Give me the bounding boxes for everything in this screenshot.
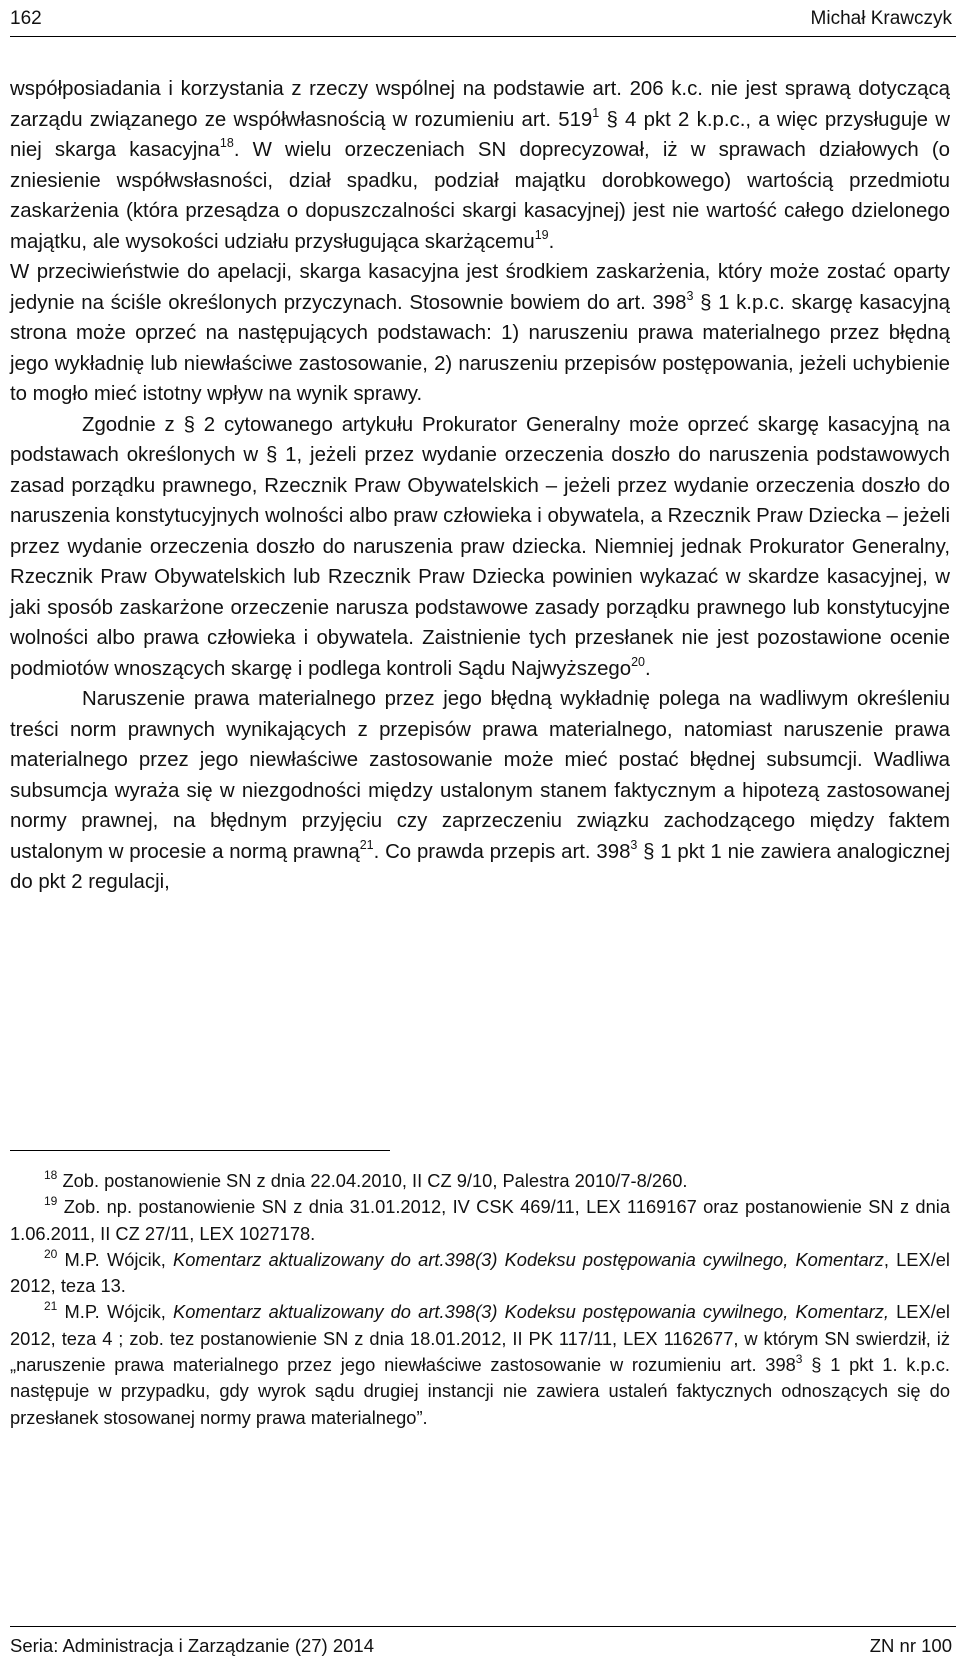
page-header [10,4,956,37]
paragraph-3: Zgodnie z § 2 cytowanego artykułu Prokurator Generalny może oprzeć skargę kasacyjną na podstawach określonych w § 1, jeżeli przez wydanie orzeczenia doszło do naruszenia podstawowych zasad porządku prawnego, Rzecznik Praw Obywatelskich – jeżeli przez wydanie orzeczenia doszło do naruszenia konstytucyjnych wolności albo praw człowieka i obywatela, a Rzecznik Praw Dziecka – jeżeli przez wydanie orzeczenia doszło do naruszenia praw dziecka. Niemniej jednak Prokurator Generalny, Rzecznik Praw Obywatelskich lub Rzecznik Praw Dziecka powinien wykazać w skardze kasacyjnej, w jaki sposób zaskarżone orzeczenie narusza podstawowe zasady porządku prawnego lub konstytucyjne wolności albo prawa człowieka i obywatela. Zaistnienie tych przesłanek nie jest pozostawione ocenie podmiotów wnoszących skargę i podlega kontroli Sądu Najwyższego$^{20}$. [10,413,950,680]
footnote-ref-19[interactable]: 19 [534,227,549,242]
paragraph-2: W przeciwieństwie do apelacji, skarga kasacyjna jest środkiem zaskarżenia, który może zostać oparty jedynie na ściśle określonych przyczynach. Stosownie bowiem do art. $398^3$ § 1 k.p.c. skargę kasacyjną strona może oprzeć na następujących podstawach: 1) naruszeniu prawa materialnego przez błędną jego wykładnię lub niewłaściwe zastosowanie, 2) naruszeniu przepisów postępowania, jeżeli uchybienie to mogło mieć istotny wpływ na wynik sprawy. [10,261,950,405]
footnotes [10,1168,950,1431]
journal-series: Seria: Administracja i Zarządzanie (27) 2014 [10,1635,375,1656]
superscript: 3 [686,288,694,303]
superscript: 3 [630,837,638,852]
footnote-number: 21 [44,1299,58,1314]
footnote-number: 18 [44,1167,58,1182]
citation-title: Komentarz aktualizowany do art.398(3) Kodeksu postępowania cywilnego, Komentarz [173,1248,884,1270]
superscript: 3 [795,1351,803,1366]
footnote-19: $^{19}$ Zob. np. postanowienie SN z dnia 31.01.2012, IV CSK 469/11, LEX 1169167 oraz postanowienie SN z dnia 1.06.2011, II CZ 27/11, LEX 1027178. [10,1194,950,1244]
journal-issue: ZN nr 100 [869,1635,952,1656]
citation-title: Komentarz aktualizowany do art.398(3) Kodeksu postępowania cywilnego, Komentarz, [173,1301,889,1323]
footnote-ref-20[interactable]: 20 [631,654,646,669]
footnote-separator [10,1150,390,1151]
footnote-21: $^{21}$ M.P. Wójcik, Komentarz aktualizowany do art.398(3) Kodeksu postępowania cywilnego, Komentarz, LEX/el 2012, teza 4 ; zob. tez postanowienie SN z dnia 18.01.2012, II PK 117/11, LEX 1162677, w którym SN swierdził, iż „naruszenie prawa materialnego przez jego niewłaściwe zastosowanie w rozumieniu art. $398^3$ § 1 pkt 1. k.p.c. następuje w przypadku, gdy wyrok sądu drugiej instancji nie zawiera ustaleń faktycznych odnoszących się do przesłanek stosowanej normy prawa materialnego”. [10,1299,950,1428]
footnote-number: 20 [44,1246,58,1261]
paragraph-1: współposiadania i korzystania z rzeczy wspólnej na podstawie art. 206 k.c. nie jest sprawą dotyczącą zarządu związanego ze współwłasnością w rozumieniu art. $519^1$ § 4 pkt 2 k.p.c., a więc przysługuje w niej skarga kasacyjna$^{18}$. W wielu orzeczeniach SN doprecyzował, iż w sprawach działowych (o zniesienie współwsłasności, dział spadku, podział majątku dorobkowego) wartością przedmiotu zaskarżenia (która przesądza o dopuszczalności skargi kasacyjnej) jest nie wartość całego dzielonego majątku, ale wysokości udziału przysługująca skarżącemu$^{19}$. [10,78,950,253]
footnote-18: $^{18}$ Zob. postanowienie SN z dnia 22.04.2010, II CZ 9/10, Palestra 2010/7-8/260. [44,1167,688,1191]
paragraph-4: Naruszenie prawa materialnego przez jego błędną wykładnię polega na wadliwym określeniu treści norm prawnych wynikających z przepisów prawa materialnego, natomiast naruszenie prawa materialnego przez jego niewłaściwe zastosowanie może mieć postać błędnej subsumcji. Wadliwa subsumcja wyraża się w niezgodności między ustalonym stanem faktycznym a hipotezą zastosowanej normy prawnej, na błędnym przyjęciu czy zaprzeczeniu związku zachodzącego między faktem ustalonym w procesie a normą prawną$^{21}$. Co prawda przepis art. $398^3$ § 1 pkt 1 nie zawiera analogicznej do pkt 2 regulacji, [10,688,950,893]
page-footer [10,1626,956,1663]
footnote-ref-18[interactable]: 18 [219,136,234,151]
running-head-author: Michał Krawczyk [810,8,952,29]
page-number: 162 [10,8,42,29]
superscript: 1 [592,105,600,120]
footnote-number: 19 [44,1194,58,1209]
footnote-20: $^{20}$ M.P. Wójcik, Komentarz aktualizowany do art.398(3) Kodeksu postępowania cywilnego, Komentarz, LEX/el 2012, teza 13. [10,1246,950,1297]
main-text [10,74,950,898]
footnote-ref-21[interactable]: 21 [359,837,374,852]
